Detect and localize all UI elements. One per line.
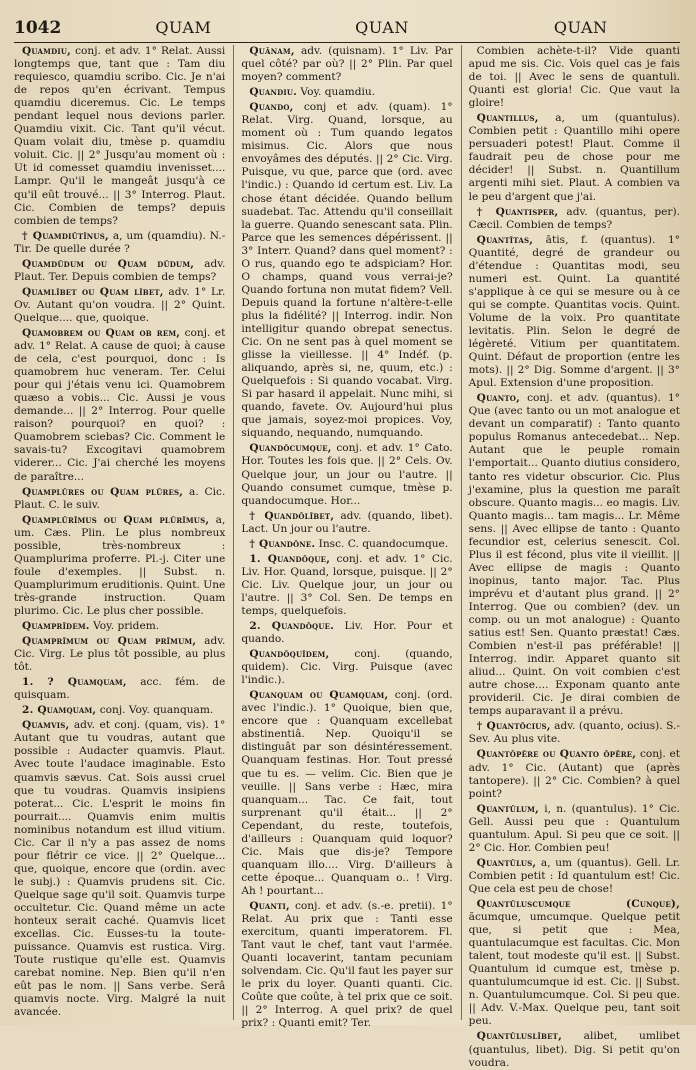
entry-headword: Quantŭlum, [476, 802, 539, 815]
entry-definition: adv. (quisnam). 1° Liv. Par quel côté? par où? || 2° Plin. Par quel moyen? comment? [241, 45, 453, 84]
dictionary-entry [469, 45, 680, 110]
dictionary-entry [14, 620, 225, 633]
entry-headword: Quamplūrĭmus ou Quam plūrĭmus, [22, 513, 210, 526]
dictionary-entry [469, 720, 680, 746]
entry-headword: 1. ? Quamquam, [22, 676, 127, 689]
entry-headword: Quandŏquĭdem, [249, 648, 330, 661]
entry-definition: Liv. Hor. Pour et quando. [241, 620, 453, 646]
entry-headword: † Quamdiūtĭnus, [22, 229, 109, 242]
entry-definition: conj. Voy. quanquam. [99, 704, 214, 717]
entry-definition: adv. Plaut. Ter. Depuis combien de temps? [14, 257, 226, 283]
entry-definition: adv. (quanto, ocius). S.-Sev. Au plus vite. [468, 720, 680, 746]
dictionary-entry [469, 803, 680, 855]
entry-headword: Quantŭlus, [476, 856, 537, 869]
dictionary-entry [469, 112, 680, 203]
entry-headword: Quamprīdem. [22, 620, 90, 633]
entry-headword: 2. Quandōque. [249, 620, 335, 633]
dictionary-entry [14, 327, 225, 484]
entry-definition: adv. Cic. Virg. Le plus tôt possible, au plus tôt. [14, 635, 226, 674]
entry-definition: a, um (quamdiu). N.-Tir. De quelle durée ? [14, 229, 226, 255]
dictionary-entry [241, 689, 452, 898]
header-word-left: QUAM [155, 18, 212, 37]
entry-headword: 1. Quandōque, [249, 552, 331, 565]
column-middle [233, 45, 453, 1030]
entry-headword: Quantillus, [476, 112, 539, 125]
entry-definition: Insc. C. quandocumque. [318, 537, 449, 550]
entry-headword: Quantĭtas, [476, 233, 534, 246]
entry-definition: a, um (quantulus). Combien petit : Quantillo mihi opere persuaderi potest! Plaut. Comme il faudrait peu de chose pour me décider! || Subst. n. Quantillum argenti mihi siet. Plaut. A combien va le peu d'argent que j'ai. [468, 112, 680, 203]
dictionary-entry [14, 676, 225, 702]
entry-headword: Quamprīmum ou Quam prīmum, [22, 635, 197, 648]
dictionary-entry [14, 286, 225, 325]
entry-headword: Quanti, [249, 900, 290, 912]
entry-headword: † Quandōne. [249, 537, 316, 550]
dictionary-entry [14, 704, 225, 717]
entry-definition: conj. et adv. 1° Relat. A cause de quoi; à cause de cela, c'est pourquoi, donc : Is quamobrem huc veneram. Ter. Celui pour qui j'étais venu ici. Quamobrem quæso a vobis... Cic. Aussi je vous demande... || 2° Interrog. Pour quelle raison? pourquoi? en quoi? : Quamobrem sciebas? Cic. Comment le savais-tu? Excogitavi quamobrem viderer... Cic. J'ai cherché les moyens de paraître... [14, 326, 226, 483]
dictionary-entry [241, 101, 452, 440]
entry-definition: a. Cic. Plaut. C. le suiv. [14, 485, 226, 511]
dictionary-entry [14, 258, 225, 284]
entry-headword: Quamdiu, [22, 45, 72, 57]
dictionary-entry [14, 45, 225, 228]
entry-definition: i, n. (quantulus). 1° Cic. Gell. Aussi peu que : Quantulum quantulum. Apul. Si peu que ce soit. || 2° Cic. Hor. Combien peu! [468, 802, 680, 854]
dictionary-entry [469, 748, 680, 800]
entry-definition: a, um (quantus). Gell. Lr. Combien petit : Id quantulum est! Cic. Que cela est peu de chose! [468, 856, 680, 895]
header-word-center: QUAN [355, 18, 409, 37]
entry-definition: conj. (quando, quidem). Cic. Virg. Puisque (avec l'indic.). [241, 648, 453, 687]
entry-headword: Quamlĭbet ou Quam lĭbet, [22, 285, 164, 298]
entry-headword: Quandiu. [249, 86, 298, 99]
entry-definition: conj. et adv. 1° Cic. Liv. Hor. Quand, lorsque, puisque. || 2° Cic. Liv. Quelque jour, un jour ou l'autre. || 3° Col. Sen. De temps en temps, quelquefois. [241, 552, 453, 617]
dictionary-entry [14, 635, 225, 674]
entry-headword: Quando, [249, 101, 294, 114]
entry-headword: Quantŭluscumque (Cunque), [476, 898, 680, 910]
dictionary-entry [469, 1030, 680, 1069]
entry-definition: conj. et adv. (s.-e. pretii). 1° Relat. Au prix que : Tanti esse exercitum, quanti imperatorem. Fl. Tant vaut le chef, tant vaut l'armée. Quanti locaverint, tantam pecuniam solvendam. Cic. Qu'il faut les payer sur le prix du loyer. Quanti quanti. Cic. Coûte que coûte, à tel prix que ce soit. || 2° Interrog. A quel prix? de quel prix? : Quanti emit? Ter. [241, 900, 453, 1030]
entry-headword: Quamdūdum ou Quam dūdum, [22, 257, 195, 270]
entry-headword: Quānam, [249, 45, 295, 57]
entry-definition: Combien achète-t-il? Vide quanti apud me sis. Cic. Vois quel cas je fais de toi. || Avec le sens de quantuli. Quanti est gloria! Cic. Que vaut la gloire! [468, 45, 680, 110]
entry-headword: † Quantōcius, [476, 720, 551, 733]
entry-headword: Quanto, [476, 392, 520, 405]
entry-definition: conj. (ord. avec l'indic.). 1° Quoique, bien que, encore que : Quanquam excellebat abstinentiâ. Nep. Quoiqu'il se distinguât par son désintéressement. Quanquam festinas. Hor. Tout pressé que tu es. — velim. Cic. Bien que je veuille. || Sans verbe : Hæc, mira quanquam... Tac. Ce fait, tout surprenant qu'il était... || 2° Cependant, du reste, toutefois, d'ailleurs : Quanquam quid loquor? Cic. Mais que dis-je? Tempore quanquam illo.... Virg. D'ailleurs à cette époque... Quanquam o.. ! Virg. Ah ! pourtant... [241, 689, 453, 897]
dictionary-entry [241, 900, 452, 1030]
entry-definition: conj et adv. (quam). 1° Relat. Virg. Quand, lorsque, au moment où : Tum quando legatos misimus. Cic. Alors que nous envoyâmes des députés. || 2° Cic. Virg. Puisque, vu que, parce que (ord. avec l'indic.) : Quando id certum est. Liv. La chose étant décidée. Quando bellum suadebat. Tac. Attendu qu'il conseillait la guerre. Quando senescant sata. Plin. Parce que les semences dépérissent. || 3° Interr. Quand? dans quel moment? : O rus, quando ego te adspiciam? Hor. O champs, quand vous verrai-je? Quando fortuna non mutat fidem? Vell. Depuis quand la fortune n'altère-t-elle plus la fidélité? || Interrog. indir. Non intelligitur quando obrepat senectus. Cic. On ne sent pas à quel moment se glisse la vieillesse. || 4° Indéf. (p. aliquando, après si, ne, quum, etc.) : Quelquefois : Si quando vocabat. Virg. Si par hasard il appelait. Nunc mihi, si quando, favete. Ov. Aujourd'hui plus que jamais, soyez-moi propices. Voy, siquando, nequando, numquando. [241, 101, 453, 440]
dictionary-entry [469, 898, 680, 1028]
entry-definition: ātis, f. (quantus). 1° Quantité, degré de grandeur ou d'étendue : Quantitas modi, seu numeri est. Quint. La quantité s'applique à ce qui se mesure ou à ce qui se compte. Quantitas vocis. Quint. Volume de la voix. Pro quantitate levitatis. Plin. Selon le degré de légèreté. Vitium per quantitatem. Quint. Défaut de proportion (entre les mots). || 2° Dig. Somme d'argent. || 3° Apul. Extension d'une proposition. [468, 233, 680, 390]
entry-definition: ăcumque, umcumque. Quelque petit que, si petit que : Mea, quantulacumque est facultas. Cic. Mon talent, tout modeste qu'il est. || Subst. Quantulum id cumque est, tmèse p. quantulumcumque id est. Cic. || Subst. n. Quantulumcumque. Col. Si peu que. || Adv. V.-Max. Quelque peu, tant soit peu. [468, 911, 680, 1028]
dictionary-entry [241, 620, 452, 646]
entry-definition: a, um. Cæs. Plin. Le plus nombreux possible, très-nombreux : Quamplurima proferre. Pl.-j. Citer une foule d'exemples. || Subst. n. Quamplurimum eruditionis. Quint. Une très-grande instruction. Quam plurimo. Cic. Le plus cher possible. [14, 513, 226, 617]
entry-headword: Quandŏcumque, [249, 442, 332, 455]
dictionary-entry [469, 206, 680, 232]
entry-definition: Voy. pridem. [93, 620, 160, 633]
text-columns [14, 45, 680, 1069]
dictionary-entry [14, 486, 225, 512]
entry-definition: alibet, umlibet (quantulus, libet). Dig. Si petit qu'on voudra. [468, 1030, 680, 1069]
dictionary-entry [469, 392, 680, 718]
entry-definition: conj. et adv. (quantus). 1° Que (avec tanto ou un mot analogue et devant un comparatif) : Tanto quanto populus Romanus antecedebat... Nep. Autant que le peuple romain l'emportait... Quanto diutius considero, tanto res videtur obscurior. Cic. Plus j'examine, plus la question me paraît obscure. Quanto magis... eo magis. Liv. Quanto magis... tam magis... Lr. Même sens. || Avec ellipse de tanto : Quanto fecundior est, celerius senescit. Col. Plus il est fécond, plus vite il vieillit. || Avec ellipse de magis : Quanto inopinus, tanto major. Tac. Plus imprévu et d'autant plus grand. || 2° Interrog. Que ou combien? (dev. un comp. ou un mot analogue) : Quanto satius est! Sen. Quanto præstat! Cæs. Combien n'est-il pas préférable! || Interrog. indir. Apparet quanto sit aliud... Quint. On voit combien c'est autre chose.... Exponam quanto ante provideril. Cic. Je dirai combien de temps auparavant il a prévu. [468, 392, 680, 718]
entry-headword: † Quandōlĭbet, [249, 509, 335, 522]
entry-headword: Quanquam ou Quamquam, [249, 689, 389, 702]
entry-definition: adv. (quantus, per). Cæcil. Combien de temps? [468, 205, 680, 231]
entry-definition: adv. et conj. (quam, vis). 1° Autant que tu voudras, autant que possible : Audacter quamvis. Plaut. Avec toute l'audace imaginable. Esto quamvis sævus. Cat. Sois aussi cruel que tu voudras. Quamvis insipiens poterat... Cic. L'esprit le moins fin pourrait.... Quamvis enim multis nominibus notandum est illud vitium. Cic. Car il n'y a pas assez de noms pour flétrir ce vice. || 2° Quelque... que, quoique, encore que (ordin. avec le subj.) : Quamvis prudens sit. Cic. Quelque sage qu'il soit. Quamvis turpe occultetur. Cic. Quand même un acte honteux serait caché. Quamvis licet excellas. Cic. Eusses-tu la toute-puissance. Quamvis est rustica. Virg. Toute rustique qu'elle est. Quamvis carebat nomine. Nep. Bien qu'il n'en eût pas le nom. || Sans verbe. Serâ quamvis nocte. Virg. Malgré la nuit avancée. [14, 719, 226, 1019]
entry-definition: adv. 1° Lr. Ov. Autant qu'on voudra. || 2° Quint. Quelque.... que, quoique. [14, 285, 226, 324]
entry-definition: conj. et adv. 1° Cic. (Autant) que (après tantopere). || 2° Cic. Combien? à quel point? [468, 748, 680, 800]
dictionary-entry [469, 857, 680, 896]
page-header [14, 18, 680, 43]
dictionary-entry [14, 514, 225, 618]
dictionary-entry [14, 230, 225, 256]
dictionary-entry [241, 538, 452, 551]
entry-headword: Quantŭluslĭbet, [476, 1030, 562, 1043]
entry-headword: † Quantisper, [476, 205, 559, 218]
dictionary-entry [241, 553, 452, 618]
column-right [461, 45, 680, 1069]
entry-headword: Quantōpĕre ou Quanto ŏpĕre, [476, 748, 637, 761]
dictionary-entry [241, 648, 452, 687]
dictionary-entry [241, 510, 452, 536]
entry-headword: Quamvis, [22, 719, 70, 732]
entry-definition: Voy. quamdiu. [300, 86, 376, 99]
header-word-right: QUAN [553, 18, 608, 37]
entry-definition: conj. et adv. 1° Cato. Hor. Toutes les fois que. || 2° Cels. Ov. Quelque jour, un jour ou l'autre. || Quando consumet cumque, tmèse p. quandocumque. Hor... [241, 442, 453, 507]
entry-headword: Quamplūres ou Quam plūres, [22, 485, 184, 498]
dictionary-entry [241, 86, 452, 99]
entry-headword: Quamobrem ou Quam ob rem, [22, 326, 181, 339]
entry-definition: acc. fém. de quisquam. [14, 676, 226, 702]
entry-definition: conj. et adv. 1° Relat. Aussi longtemps que, tant que : Tam diu requiesco, quamdiu scribo. Cic. Je n'ai de repos qu'en écrivant. Tempus quamdiu diceremus. Cic. Le temps pendant lequel nous devions parler. Quamdiu vixit. Cic. Tant qu'il vécut. Quam volait diu, tmèse p. quamdiu voluit. Cic. || 2° Jusqu'au moment où : Ut id comesset quamdiu invenisset.... Lampr. Qu'il le mangeât jusqu'à ce qu'il eût trouvé... || 3° Interrog. Plaut. Cic. Combien de temps? depuis combien de temps? [14, 45, 226, 227]
entry-definition: adv. (quando, libet). Lact. Un jour ou l'autre. [241, 509, 453, 535]
column-left [14, 45, 225, 1020]
dictionary-entry [14, 719, 225, 1019]
dictionary-entry [241, 442, 452, 507]
dictionary-entry [469, 234, 680, 391]
entry-headword: 2. Quamquam, [22, 704, 97, 717]
dictionary-entry [241, 45, 452, 84]
page-number: 1042 [14, 18, 62, 38]
